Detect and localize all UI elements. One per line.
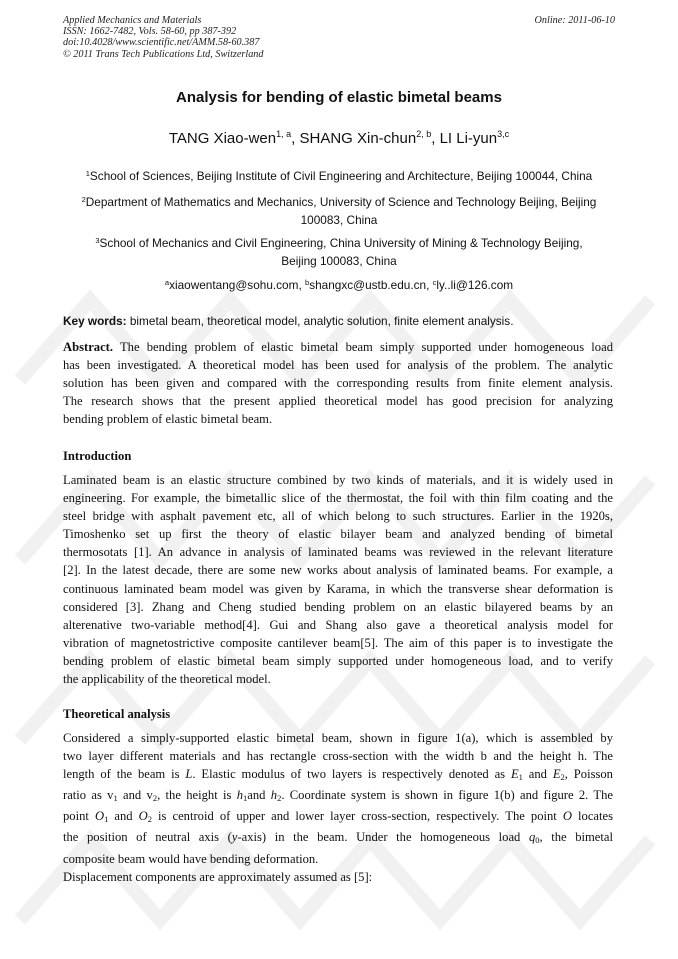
issn-line: ISSN: 1662-7482, Vols. 58-60, pp 387-392 [63, 26, 237, 38]
abstract-text: has been investigated. A theoretical model has been used for analysis of the problem. The analytic [63, 358, 613, 373]
keywords [63, 314, 615, 328]
abstract-text: bending problem of elastic bimetal beam. [63, 412, 273, 427]
abstract-text: The research shows that the present applied theoretical model has good precision for analyzing [63, 394, 613, 409]
affiliation-sup: 2 [81, 195, 86, 204]
affiliation-3 [63, 232, 615, 270]
author-list: TANG Xiao-wen$^{1, a}$, SHANG Xin-chun$^{2, b}$, LI Li-yun$^{3,c}$ [168, 129, 510, 147]
body-line: [2]. In the latest decade, there are some new works about analysis of laminated beams. For example, a [63, 563, 613, 578]
body-line: length of the beam is L. Elastic modulus of two layers is respectively denoted as $E_1$ and $E_2$, Poisson [63, 767, 613, 783]
body-line: the position of neutral axis (y-axis) in the beam. Under the homogeneous load $q_0$, the bimetal [63, 830, 613, 846]
online-date: Online: 2011-06-10 [534, 15, 615, 26]
email-link[interactable]: xiaowentang@sohu.com [169, 278, 299, 292]
body-line: the applicability of the theoretical model. [63, 672, 271, 687]
journal-name: Applied Mechanics and Materials [63, 15, 202, 26]
email-link[interactable]: shangxc@ustb.edu.cn [309, 278, 427, 292]
section-heading-introduction: Introduction [63, 449, 132, 463]
body-line: continuous laminated beam model was given by Karama, in which the transverse shear deformation is [63, 581, 613, 596]
body-line: Laminated beam is an elastic structure combined by two kinds of materials, and it is widely used in [63, 473, 613, 487]
affiliation-sup: 3 [95, 236, 100, 245]
body-line: alterenative two-variable method[4]. Gui and Shang also gave a theoretical analysis model for [63, 617, 613, 632]
abstract [63, 338, 613, 428]
body-line: Considered a simply-supported elastic bimetal beam, shown in figure 1(a), which is assembled by [63, 731, 613, 745]
affiliation-text: 100083, China [300, 213, 378, 227]
doi-line: doi:10.4028/www.scientific.net/AMM.58-60.387 [63, 37, 260, 49]
author-sup: 2, b [416, 129, 432, 139]
author-sup: 3,c [497, 129, 510, 139]
body-line: thermosotats [1]. An advance in analysis of laminated beams was reviewed in the relevant literature [63, 545, 613, 560]
affiliation-text: School of Mechanics and Civil Engineering, China University of Mining & Technology Beijing, [99, 236, 583, 250]
author-name: TANG Xiao-wen [168, 130, 277, 147]
section-heading-theoretical-analysis: Theoretical analysis [63, 707, 171, 721]
email-link[interactable]: ly..li@126.com [436, 278, 514, 292]
body-line: steel bridge with asphalt pavement etc, all of which belong to such structures. Earlier in the 1920s, [63, 509, 613, 524]
affiliation-sup: 1 [85, 169, 90, 178]
affiliation-2 [63, 191, 615, 229]
body-line: point $O_1$ and $O_2$ is centroid of upper and lower layer cross-section, respectively. The point O locates [63, 809, 613, 825]
affiliation-text: Department of Mathematics and Mechanics, University of Science and Technology Beijing, Beijing [85, 195, 597, 209]
email-sup: b [305, 278, 310, 287]
abstract-text: The bending problem of elastic bimetal beam simply supported under homogeneous load [119, 340, 613, 354]
body-line: ratio as $v_1$ and $v_2$, the height is $h_1and$ $h_2$. Coordinate system is shown in figure 1(b) and figure 2. The [63, 788, 613, 804]
journal-header [63, 15, 263, 60]
author-name: LI Li-yun [439, 130, 498, 147]
author-sup: 1, a [276, 129, 292, 139]
introduction-body [63, 471, 613, 688]
affiliation-1 [63, 165, 615, 185]
body-line: Displacement components are approximately assumed as [5]: [63, 869, 373, 884]
body-line: engineering. For example, the bimetallic slice of the thermostat, the foil with thin film coating and the [63, 491, 613, 506]
email-sup: a [164, 278, 170, 287]
keywords-text: bimetal beam, theoretical model, analytic solution, finite element analysis. [129, 314, 514, 328]
body-line: bending problem of elastic bimetal beam simply supported under homogeneous load, and to verify [63, 653, 613, 668]
email-list: $^a$xiaowentang@sohu.com, $^b$shangxc@ustb.edu.cn, $^c$ly..li@126.com [164, 278, 514, 292]
affiliation-text: School of Sciences, Beijing Institute of Civil Engineering and Architecture, Beijing 100044, China [89, 169, 593, 183]
body-line: vibration of magnetostrictive composite cantilever beam[5]. The aim of this paper is to investigate the [63, 635, 613, 650]
body-line: considered [3]. Zhang and Cheng studied bending problem on an elastic bilayered beams by an [63, 599, 613, 614]
paper-title: Analysis for bending of elastic bimetal beams [176, 89, 502, 106]
body-line: Timoshenko set up first the theory of elastic bilayer beam and analyzed bending of bimetal [63, 527, 613, 542]
keywords-label: Key words: [63, 314, 127, 328]
copyright-line: © 2011 Trans Tech Publications Ltd, Switzerland [63, 48, 264, 60]
abstract-text: solution has been given and compared with the corresponding results from finite element analysis. [63, 376, 613, 391]
affiliation-text: Beijing 100083, China [281, 254, 397, 268]
theoretical-analysis-body [63, 729, 613, 886]
body-line: two layer different materials and has rectangle cross-section with the width b and the height h. The [63, 749, 613, 764]
email-sup: c [432, 278, 437, 287]
author-name: SHANG Xin-chun [299, 130, 417, 147]
abstract-label: Abstract. [63, 340, 114, 354]
body-line: composite beam would have bending deformation. [63, 851, 319, 866]
